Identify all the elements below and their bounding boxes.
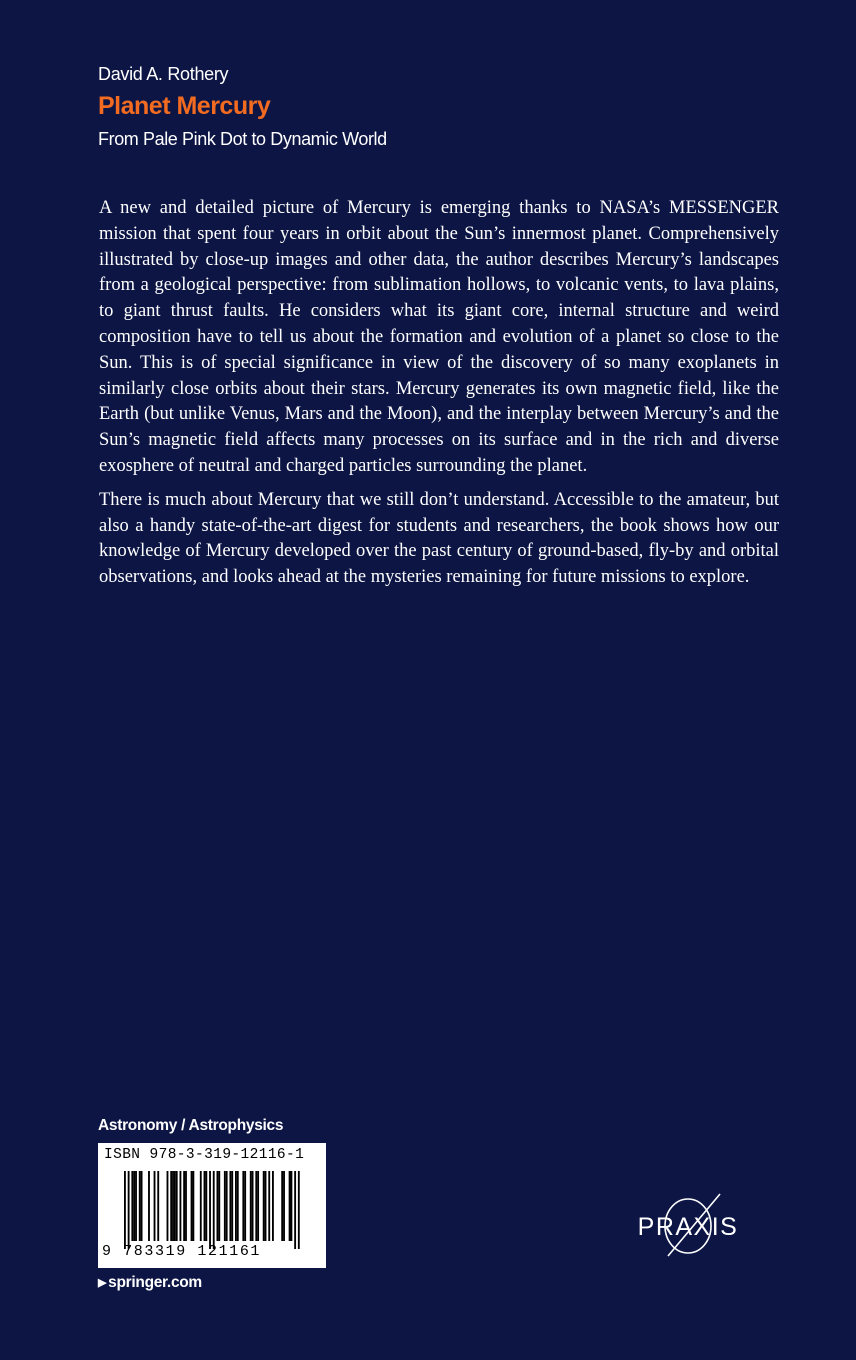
barcode-bar [191,1171,193,1241]
barcode-bar [244,1171,246,1241]
barcode-bar [257,1171,259,1241]
description-paragraph-1: A new and detailed picture of Mercury is emerging thanks to NASA’s MESSENGER mission that spent four years in orbit about the Sun’s innermost planet. Comprehensively illustrated by close-up images and other data, the author describes Mercury’s landscapes from a geological perspective: from sublimation hollows, to volcanic vents, to lava plains, to giant thrust faults. He considers what its giant core, internal structure and weird composition have to tell us about the formation and evolution of a planet so close to the Sun. This is of special significance in view of the discovery of so many exoplanets in similarly close orbits about their stars. Mercury generates its own magnetic field, like the Earth (but unlike Venus, Mars and the Moon), and the interplay between Mercury’s and the Sun’s magnetic field affects many processes on its surface and in the rich and diverse exosphere of neutral and charged particles surrounding the planet. [99,198,779,476]
barcode-bar [298,1171,300,1249]
barcode-bar [124,1171,126,1249]
praxis-logo [624,1192,752,1260]
barcode-bar [205,1171,207,1241]
book-description [99,196,779,599]
barcode-bar [180,1171,182,1241]
barcode-digits: 9 783319 121161 [102,1243,262,1260]
isbn-label: ISBN 978-3-319-12116-1 [104,1147,305,1163]
barcode-bar [268,1171,270,1241]
barcode-bar [139,1171,141,1241]
book-title: Planet Mercury [98,92,271,120]
barcode-bar [283,1171,285,1241]
barcode-bar [255,1171,257,1241]
praxis-logo-text: PRAXIS [637,1213,739,1241]
barcode-bar [167,1171,169,1241]
barcode-bar [226,1171,228,1241]
barcode-bar [252,1171,254,1241]
barcode-bar [128,1171,130,1249]
barcode-bar [224,1171,226,1241]
barcode-bar [229,1171,231,1241]
barcode-bar [250,1171,252,1241]
barcode-bar [148,1171,150,1241]
barcode-bar [172,1171,174,1241]
barcode-bar [209,1171,211,1249]
barcode-bar [135,1171,137,1241]
barcode-bar [183,1171,185,1241]
barcode-bar [185,1171,187,1241]
barcode-bar [154,1171,156,1241]
publisher-website-link[interactable] [98,1274,202,1292]
barcode-bar [291,1171,293,1241]
barcode-bar [133,1171,135,1241]
barcode-bar [281,1171,283,1241]
barcode-bar [176,1171,178,1241]
barcode-bar [265,1171,267,1241]
barcode-bar [289,1171,291,1241]
barcode-bar [237,1171,239,1241]
description-paragraph-2: There is much about Mercury that we still don’t understand. Accessible to the amateur, but also a handy state-of-the-art digest for students and researchers, the book shows how our knowledge of Mercury developed over the past century of ground-based, fly-by and orbital observations, and looks ahead at the mysteries remaining for future missions to explore. [99,489,779,588]
barcode-bar [217,1171,219,1241]
barcode-bar [263,1171,265,1241]
barcode-bar [242,1171,244,1241]
barcode-bar [231,1171,233,1241]
barcode-bar [204,1171,206,1241]
barcode-bar [218,1171,220,1241]
barcode-bar [213,1171,215,1249]
barcode-bars [98,1169,326,1251]
barcode-bar [272,1171,274,1241]
author-name: David A. Rothery [98,64,229,84]
barcode-bar [174,1171,176,1241]
barcode-bar [141,1171,143,1241]
barcode-bar [294,1171,296,1249]
barcode-bar [131,1171,133,1241]
subject-category: Astronomy / Astrophysics [98,1117,284,1134]
barcode-bar [200,1171,202,1241]
book-subtitle: From Pale Pink Dot to Dynamic World [98,129,387,149]
play-arrow-icon: ▶ [98,1277,107,1289]
barcode-bar [235,1171,237,1241]
isbn-barcode [98,1143,326,1268]
barcode-bar [170,1171,172,1241]
website-text: springer.com [108,1274,202,1291]
barcode-bar [157,1171,159,1241]
barcode-bar [192,1171,194,1241]
